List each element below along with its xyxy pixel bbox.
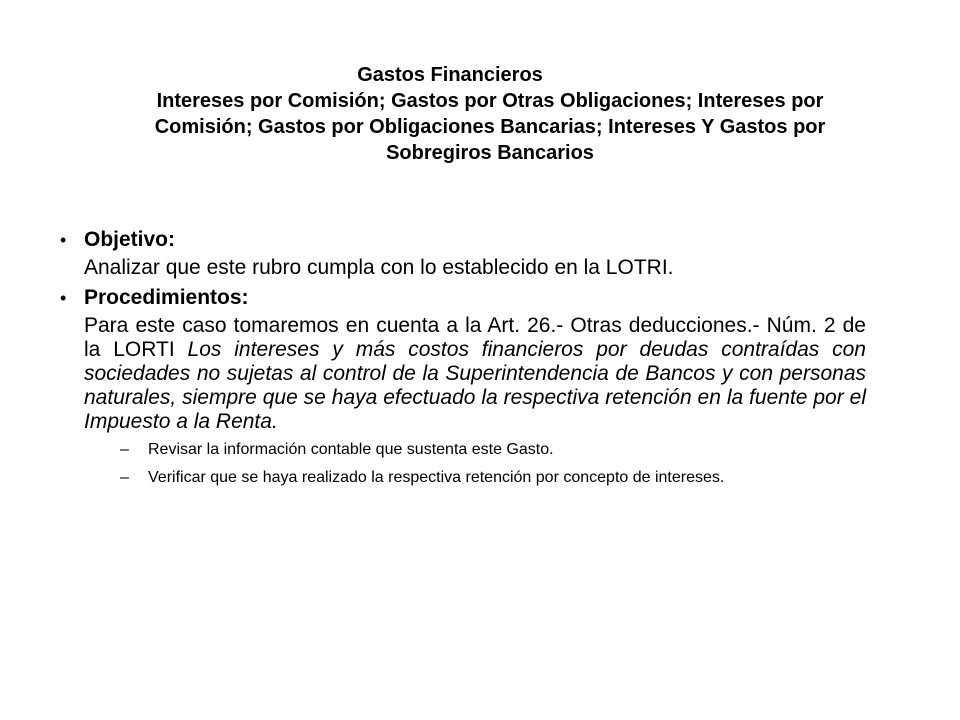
bullet-body bbox=[84, 314, 866, 434]
sub-bullet-marker: – bbox=[120, 469, 129, 486]
title-main: Gastos Financieros bbox=[357, 64, 543, 86]
slide-title bbox=[110, 62, 870, 166]
sub-bullet-text: Revisar la información contable que sustenta este Gasto. bbox=[148, 441, 554, 458]
bullet-body: Analizar que este rubro cumpla con lo establecido en la LOTRI. bbox=[84, 256, 674, 279]
sub-bullet-item bbox=[120, 440, 866, 460]
bullet-body-plain: Para este caso tomaremos en cuenta a la Art. 26.- Otras deducciones.- Núm. 2 de la LORTI bbox=[84, 314, 866, 361]
sub-bullet-list bbox=[84, 440, 866, 488]
sub-bullet-text: Verificar que se haya realizado la respectiva retención por concepto de intereses. bbox=[148, 469, 725, 486]
content-area bbox=[60, 228, 866, 496]
bullet-body-quote: Los intereses y más costos financieros por deudas contraídas con sociedades no sujetas al control de la Superintendencia de Bancos y con personas naturales, siempre que se haya efectuado la respectiva retención en la fuente por el Impuesto a la Renta. bbox=[84, 338, 866, 433]
bullet-heading: Objetivo: bbox=[84, 228, 176, 251]
bullet-marker: • bbox=[60, 288, 67, 308]
bullet-marker: • bbox=[60, 230, 67, 250]
title-subtitle: Intereses por Comisión; Gastos por Otras Obligaciones; Intereses por Comisión; Gastos por Obligaciones Bancarias; Intereses Y Gastos por Sobregiros Bancarios bbox=[154, 90, 826, 164]
sub-bullet-marker: – bbox=[120, 441, 129, 458]
sub-bullet-item bbox=[120, 468, 866, 488]
bullet-procedimientos bbox=[60, 286, 866, 488]
bullet-objetivo bbox=[60, 228, 866, 280]
bullet-heading: Procedimientos: bbox=[84, 286, 249, 309]
